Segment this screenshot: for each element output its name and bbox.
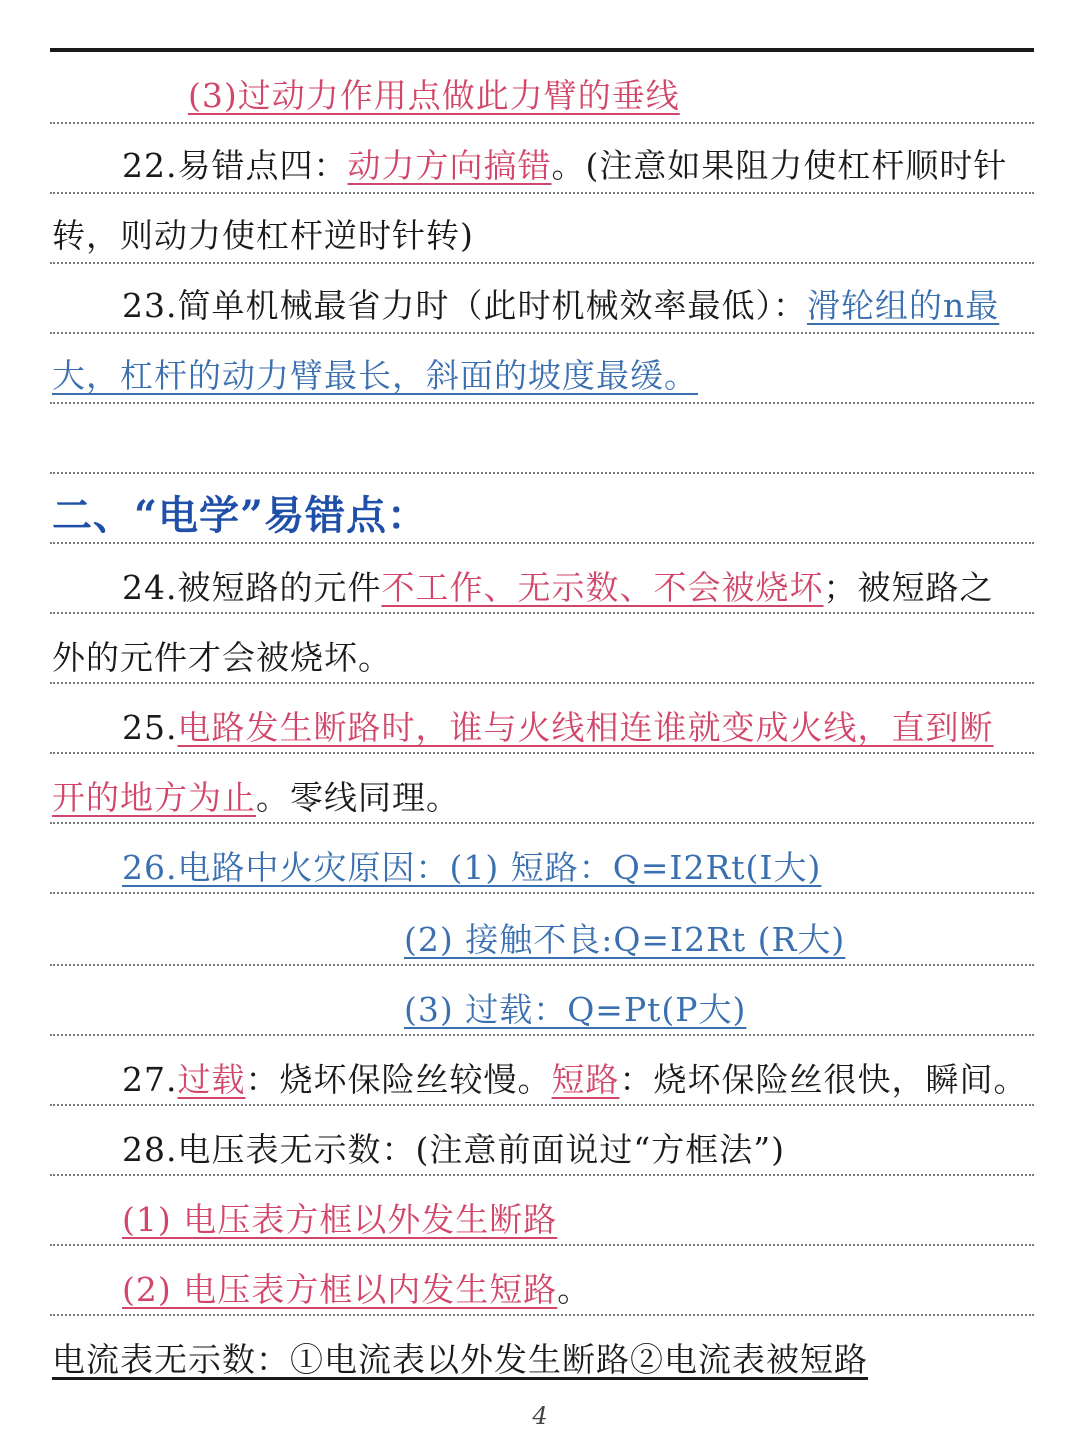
item-25-prefix: 25. <box>122 708 178 747</box>
item-27-prefix: 27. <box>122 1060 178 1099</box>
ruled-line <box>50 612 1034 614</box>
item-22-suffix: 。(注意如果阻力使杠杆顺时针 <box>551 146 1008 185</box>
note-line-26-2 <box>404 918 1034 962</box>
note-line-27 <box>122 1058 1034 1102</box>
ruled-line <box>50 1314 1034 1316</box>
item-24-continuation: 外的元件才会被烧坏。 <box>52 638 392 677</box>
item-25-suffix: 。零线同理。 <box>256 778 460 817</box>
item-27-overload: 过载 <box>177 1060 246 1099</box>
ammeter-no-reading: 电流表无示数：①电流表以外发生断路②电流表被短路 <box>52 1340 868 1379</box>
note-line-22 <box>122 144 1034 188</box>
item-27-suffix: ：烧坏保险丝很快，瞬间。 <box>619 1060 1028 1099</box>
ruled-line <box>50 122 1034 124</box>
item-26-cause-1: 26.电路中火灾原因：(1) 短路：Q=I2Rt(I大) <box>122 848 822 887</box>
ruled-line <box>50 822 1034 824</box>
note-line-22-cont <box>52 214 1034 258</box>
note-line-23 <box>122 284 1034 328</box>
note-line-24 <box>122 566 1034 610</box>
note-line-23-cont <box>52 354 1034 398</box>
ruled-line <box>50 682 1034 684</box>
top-border-line <box>50 48 1034 52</box>
item-22-highlight: 动力方向搞错 <box>347 146 552 185</box>
ruled-line <box>50 752 1034 754</box>
item-27-short-circuit: 短路 <box>551 1060 620 1099</box>
note-line-26-3 <box>404 988 1034 1032</box>
item-24-suffix: ；被短路之 <box>823 568 994 607</box>
item-28-case-2-end: 。 <box>557 1270 592 1309</box>
note-line-ammeter <box>52 1338 1034 1382</box>
note-line-28-1 <box>122 1198 1034 1242</box>
section-heading-electricity <box>52 494 1034 538</box>
item-24-prefix: 24.被短路的元件 <box>122 568 382 607</box>
note-line-28-2 <box>122 1268 1034 1312</box>
note-line-24-cont <box>52 636 1034 680</box>
item-26-cause-2: (2) 接触不良:Q=I2Rt (R大) <box>404 920 846 959</box>
note-line-28 <box>122 1128 1034 1172</box>
force-arm-step-3: (3)过动力作用点做此力臂的垂线 <box>188 76 680 115</box>
ruled-line <box>50 964 1034 966</box>
ruled-line <box>50 1244 1034 1246</box>
ruled-line <box>50 1104 1034 1106</box>
item-22-prefix: 22.易错点四： <box>122 146 348 185</box>
item-23-prefix: 23.简单机械最省力时（此时机械效率最低）： <box>122 286 807 325</box>
section-title: 二、“电学”易错点： <box>52 492 429 539</box>
item-23-highlight: 滑轮组的n最 <box>806 286 1000 325</box>
ruled-line <box>50 332 1034 334</box>
ruled-line <box>50 402 1034 404</box>
ruled-line <box>50 1034 1034 1036</box>
page-number: 4 <box>532 1402 548 1430</box>
item-28-case-2: (2) 电压表方框以内发生短路 <box>122 1270 558 1309</box>
item-28-case-1: (1) 电压表方框以外发生断路 <box>122 1200 558 1239</box>
item-23-continuation: 大，杠杆的动力臂最长，斜面的坡度最缓。 <box>52 356 698 395</box>
ruled-line <box>50 542 1034 544</box>
item-25-highlight-cont: 开的地方为止 <box>52 778 256 817</box>
ruled-line <box>50 1174 1034 1176</box>
item-24-highlight: 不工作、无示数、不会被烧坏 <box>381 568 824 607</box>
ruled-line <box>50 472 1034 474</box>
item-28-text: 28.电压表无示数：(注意前面说过“方框法”) <box>122 1130 785 1169</box>
item-26-cause-3: (3) 过载：Q=Pt(P大) <box>404 990 747 1029</box>
note-line-26 <box>122 846 1034 890</box>
ruled-line <box>50 262 1034 264</box>
item-27-mid: ：烧坏保险丝较慢。 <box>245 1060 552 1099</box>
note-line-25 <box>122 706 1034 750</box>
ruled-line <box>50 892 1034 894</box>
note-line-25-cont <box>52 776 1034 820</box>
ruled-line <box>50 192 1034 194</box>
item-22-continuation: 转，则动力使杠杆逆时针转) <box>52 216 474 255</box>
note-line-1 <box>188 74 1034 118</box>
item-25-highlight: 电路发生断路时，谁与火线相连谁就变成火线，直到断 <box>177 708 994 747</box>
